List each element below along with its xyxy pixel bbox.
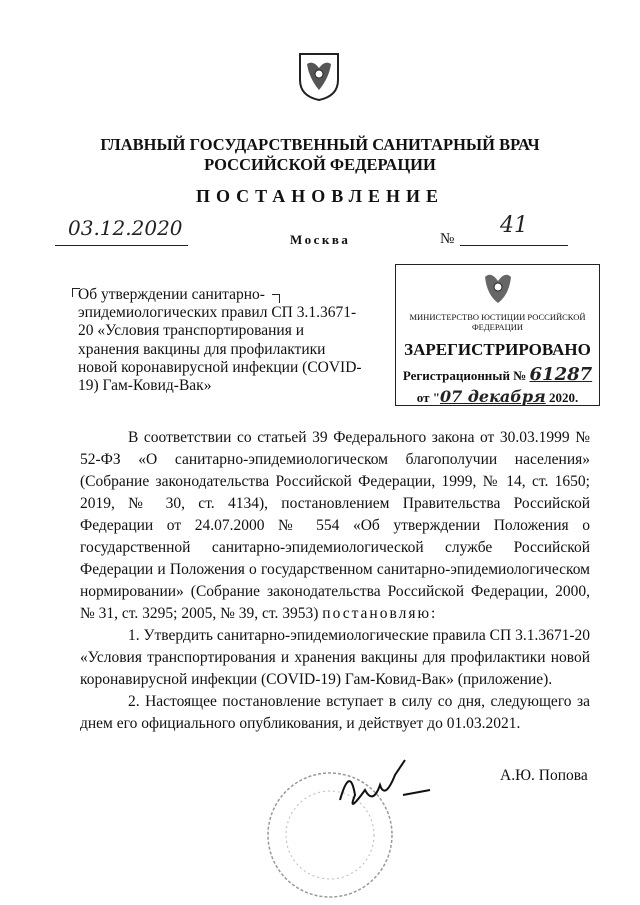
stamp-year: 2020.: [549, 390, 579, 405]
seal-and-signature: [255, 755, 455, 905]
coat-of-arms-emblem: [297, 50, 341, 102]
number-label: №: [440, 231, 455, 247]
city: Москва: [290, 232, 351, 247]
stamp-emblem: [481, 269, 515, 305]
registration-stamp: [395, 264, 600, 406]
document-number: 41: [500, 213, 528, 238]
date-underline: [55, 245, 188, 246]
signatory-name: А.Ю. Попова: [500, 767, 588, 784]
item-1: 1. Утвердить санитарно-эпидемиологические правила СП 3.1.3671-20 «Условия транспортирования и хранения вакцины для профилактики новой коронавирусной инфекции (COVID-19) Гам-Ковид-Вак» (приложение).: [80, 627, 590, 688]
stamp-date-value: 07 декабря: [439, 387, 546, 406]
item-2: 2. Настоящее постановление вступает в силу со дня, следующего за днем его официального опубликования, и действует до 01.03.2021.: [80, 693, 590, 732]
issuer-line-2: РОССИЙСКОЙ ФЕДЕРАЦИИ: [204, 155, 436, 174]
stamp-date-prefix: от ": [416, 390, 440, 405]
stamp-ministry: МИНИСТЕРСТВО ЮСТИЦИИ РОССИЙСКОЙ ФЕДЕРАЦИИ: [409, 312, 586, 332]
decree-word: постановляю:: [322, 605, 438, 622]
stamp-reg-label: Регистрационный №: [402, 368, 527, 383]
document-date: 03.12.2020: [68, 216, 183, 240]
stamp-reg-number: 61287: [529, 364, 593, 385]
document-subject: Об утверждении санитарно-эпидемиологических правил СП 3.1.3671-20 «Условия транспортирования и хранения вакцины для профилактики новой коронавирусной инфекции (COVID-19) Гам-Ковид-Вак»: [78, 286, 362, 395]
issuer-line-1: ГЛАВНЫЙ ГОСУДАРСТВЕННЫЙ САНИТАРНЫЙ ВРАЧ: [100, 135, 540, 154]
stamp-registered: ЗАРЕГИСТРИРОВАНО: [404, 340, 591, 359]
intro-paragraph: В соответствии со статьей 39 Федерального закона от 30.03.1999 № 52-ФЗ «О санитарно-эпидемиологическом благополучии населения» (Собрание законодательства Российской Федерации, 1999, № 14, ст. 1650; 2019, № 30, ст. 4134), постановлением Правительства Российской Федерации от 24.07.2000 № 554 «Об утверждении Положения о государственной санитарно-эпидемиологической службе Российской Федерации и Положения о государственном санитарно-эпидемиологическом нормировании» (Собрание законодательства Российской Федерации, 2000, № 31, ст. 3295; 2005, № 39, ст. 3953): [80, 429, 590, 622]
number-underline: [460, 245, 568, 246]
document-title: ПОСТАНОВЛЕНИЕ: [195, 186, 445, 206]
document-body: [80, 427, 590, 735]
